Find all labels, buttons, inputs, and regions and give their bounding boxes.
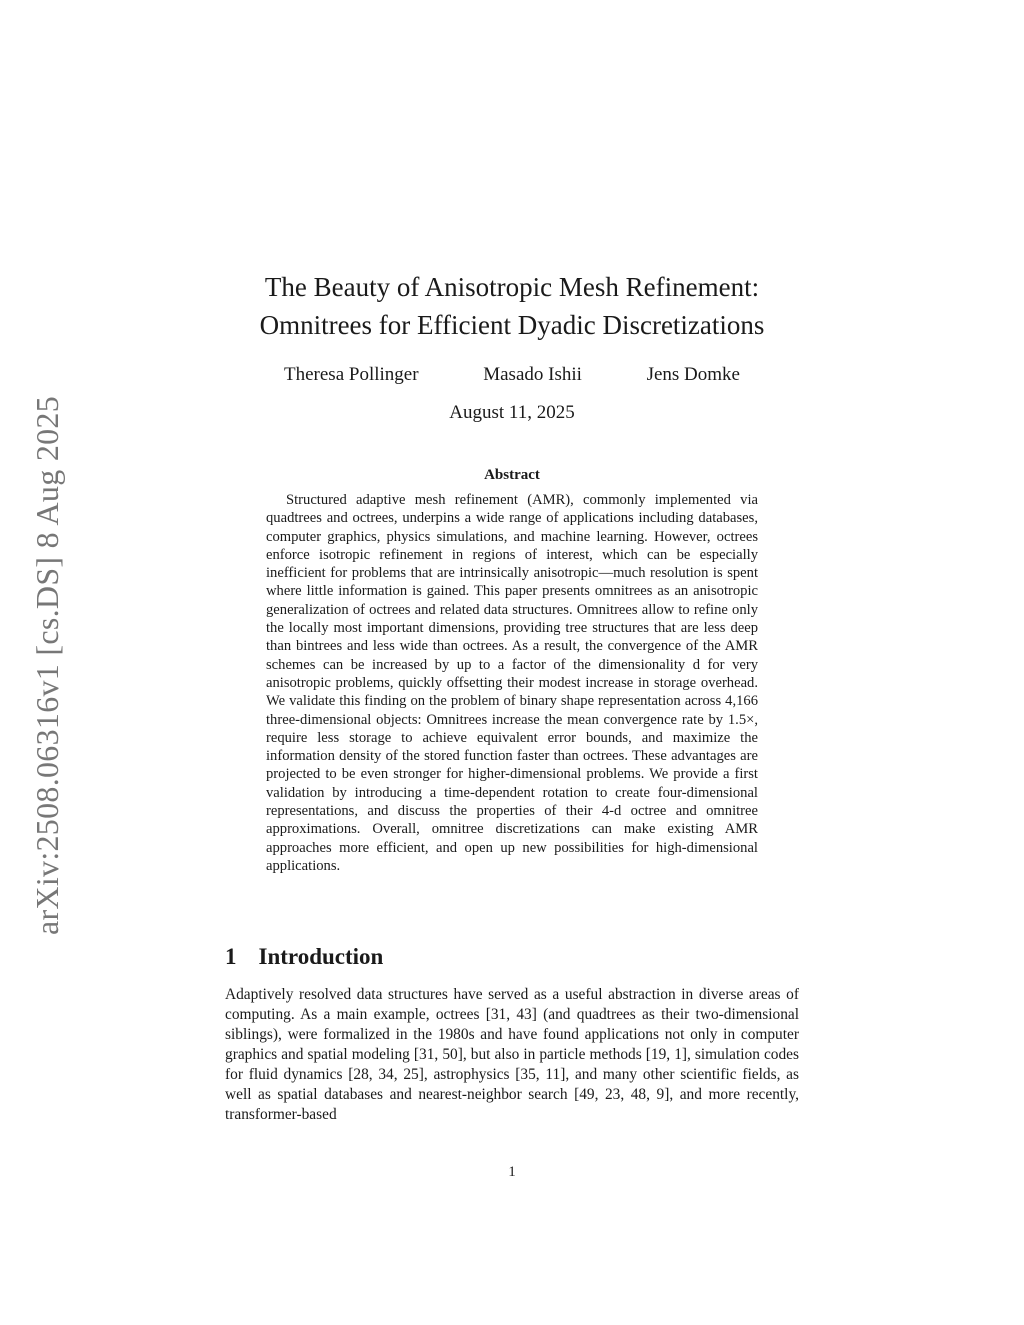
arxiv-identifier-stamp — [28, 380, 68, 950]
section-title: Introduction — [258, 944, 384, 969]
section-heading-introduction — [225, 942, 383, 972]
author-name: Masado Ishii — [483, 364, 582, 385]
arxiv-identifier-text: arXiv:2508.06316v1 [cs.DS] 8 Aug 2025 — [29, 395, 66, 935]
publication-date: August 11, 2025 — [449, 402, 575, 423]
abstract-heading: Abstract — [484, 467, 540, 483]
page-number: 1 — [508, 1164, 516, 1180]
paper-title-line-2: Omnitrees for Efficient Dyadic Discretizations — [259, 310, 765, 340]
introduction-paragraph: Adaptively resolved data structures have served as a useful abstraction in diverse areas of computing. As a main example, octrees [31, 43] (and quadtrees as their two-dimensional siblings), were formalized in the 1980s and have found applications not only in computer graphics and spatial modeling [31, 50], but also in particle methods [19, 1], simulation codes for fluid dynamics [28, 34, 25], astrophysics [35, 11], and many other scientific fields, as well as spatial databases and nearest-neighbor search [49, 23, 48, 9], and more recently, transformer-based — [225, 986, 799, 1123]
author-name: Jens Domke — [646, 364, 740, 385]
paper-title-line-1: The Beauty of Anisotropic Mesh Refinement: — [264, 272, 760, 302]
section-number: 1 — [225, 944, 237, 969]
author-list — [260, 363, 764, 387]
abstract-text: Structured adaptive mesh refinement (AMR), commonly implemented via quadtrees and octrees, underpins a wide range of applications including databases, computer graphics, physics simulations, and machine learning. However, octrees enforce isotropic refinement in regions of interest, which can be especially inefficient for problems that are intrinsically anisotropic—much resolution is spent where little information is gained. This paper presents omnitrees as an anisotropic generalization of octrees and related data structures. Omnitrees allow to refine only the locally most important dimensions, providing tree structures that are less deep than bintrees and less wide than octrees. As a result, the convergence of the AMR schemes can be increased by up to a factor of the dimensionality d for very anisotropic problems, quickly offsetting their modest increase in storage overhead. We validate this finding on the problem of binary shape representation across 4,166 three-dimensional objects: Omnitrees increase the mean convergence rate by 1.5×, require less storage to achieve equivalent error bounds, and maximize the information density of the stored function faster than octrees. These advantages are projected to be even stronger for higher-dimensional problems. We provide a first validation by introducing a time-dependent rotation to create four-dimensional representations, and discuss the properties of their 4-d octree and omnitree approximations. Overall, omnitree discretizations can make existing AMR approaches more efficient, and open up new possibilities for high-dimensional applications. — [266, 492, 758, 874]
author-name: Theresa Pollinger — [284, 364, 419, 385]
